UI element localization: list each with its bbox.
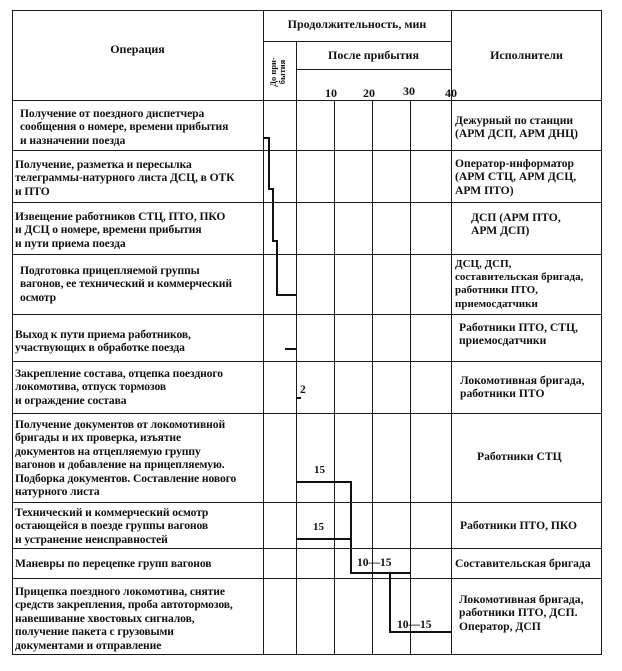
executors-cell: Работники ПТО, СТЦ, приемосдатчики (459, 321, 578, 348)
duration-label: 10—15 (397, 619, 432, 631)
duration-label: 15 (314, 464, 325, 476)
gantt-connector (276, 240, 278, 295)
header-operation: Операция (110, 42, 165, 56)
table-border-bottom (12, 654, 602, 655)
executors-cell: Составительская бригада (455, 557, 591, 570)
row-divider (12, 254, 602, 255)
gridline-30 (410, 100, 411, 655)
duration-label: 15 (313, 521, 324, 533)
header-divider-after-arrival (296, 69, 451, 70)
tick-label-20: 20 (363, 86, 375, 100)
gantt-connector (350, 481, 352, 574)
header-after-arrival: После прибытия (328, 48, 419, 62)
duration-label: 2 (300, 384, 306, 396)
table-border-right (601, 10, 602, 655)
operation-cell: Получение, разметка и пересылка телеграммы-натурного листа ДСЦ, в ОТК и ПТО (15, 158, 235, 198)
operation-cell: Прицепка поездного локомотива, снятие средств закрепления, проба автотормозов, навешивание хвостовых сигналов, получение пакета с грузовыми документами и отправление (15, 585, 233, 652)
executors-cell: Дежурный по станции (АРМ ДСП, АРМ ДНЦ) (455, 114, 579, 141)
row-divider (12, 202, 602, 203)
operation-cell: Получение документов от локомотивной бригады и их проверка, изъятие документов на отцепляемую группу вагонов и добавление на прицепляемую. Подборка документов. Составление нового натурного листа (15, 418, 237, 499)
header-before-arrival-line2: бытия (277, 59, 287, 85)
table-border-left (12, 10, 13, 655)
column-divider-before-arrival (296, 41, 297, 655)
operation-cell: Получение от поездного диспетчера сообщения о номере, времени прибытия и назначении поезда (20, 107, 229, 147)
operation-cell: Закрепление состава, отцепка поездного локомотива, отпуск тормозов и ограждение состава (15, 367, 223, 407)
tick-label-10: 10 (325, 86, 337, 100)
table-border-top (12, 10, 602, 11)
executors-cell: ДСП (АРМ ПТО, АРМ ДСП) (471, 211, 561, 238)
header-before-arrival (269, 47, 289, 97)
gantt-bar (296, 538, 351, 540)
tick-label-30: 30 (403, 84, 415, 98)
executors-cell: Оператор-информатор (АРМ СТЦ, АРМ ДСЦ, АРМ ПТО) (455, 157, 577, 197)
column-divider-executors (451, 10, 452, 655)
operation-cell: Маневры по перецепке групп вагонов (15, 557, 212, 570)
row-divider (12, 361, 602, 362)
row-divider (12, 150, 602, 151)
gantt-bar (296, 397, 301, 399)
header-duration: Продолжительность, мин (287, 17, 427, 31)
gantt-bar (389, 631, 451, 633)
row-divider (12, 314, 602, 315)
gantt-connector (389, 572, 391, 632)
gantt-bar (296, 481, 351, 483)
column-divider-operation (263, 10, 264, 655)
gantt-bar (285, 348, 296, 350)
header-divider-duration (263, 41, 451, 42)
operation-cell: Технический и коммерческий осмотр остающейся в поезде группы вагонов и устранение неисправностей (15, 506, 209, 546)
executors-cell: Локомотивная бригада, работники ПТО, ДСП. Оператор, ДСП (459, 593, 584, 633)
gantt-connector (272, 188, 274, 241)
operation-cell: Выход к пути приема работников, участвующих в обработке поезда (15, 328, 191, 355)
executors-cell: ДСЦ, ДСП, составительская бригада, работники ПТО, приемосдатчики (455, 258, 584, 310)
gantt-bar (350, 572, 410, 574)
gantt-bar (276, 294, 296, 296)
row-divider (12, 502, 602, 503)
row-divider (12, 413, 602, 414)
executors-cell: Работники СТЦ (477, 450, 562, 463)
duration-label: 10—15 (357, 557, 392, 569)
gridline-10 (334, 100, 335, 655)
row-divider (12, 100, 602, 101)
tick-label-40: 40 (445, 86, 457, 100)
executors-cell: Работники ПТО, ПКО (460, 519, 578, 532)
header-executors: Исполнители (490, 48, 563, 62)
executors-cell: Локомотивная бригада, работники ПТО (460, 374, 585, 401)
operation-cell: Подготовка прицепляемой группы вагонов, ее технический и коммерческий осмотр (20, 264, 232, 304)
operation-cell: Извещение работников СТЦ, ПТО, ПКО и ДСЦ о номере, времени прибытия и пути приема поезда (15, 210, 226, 250)
row-divider (12, 548, 602, 549)
header-before-arrival-line1: До при- (268, 57, 278, 87)
gantt-connector (268, 137, 270, 189)
row-divider (12, 578, 602, 579)
